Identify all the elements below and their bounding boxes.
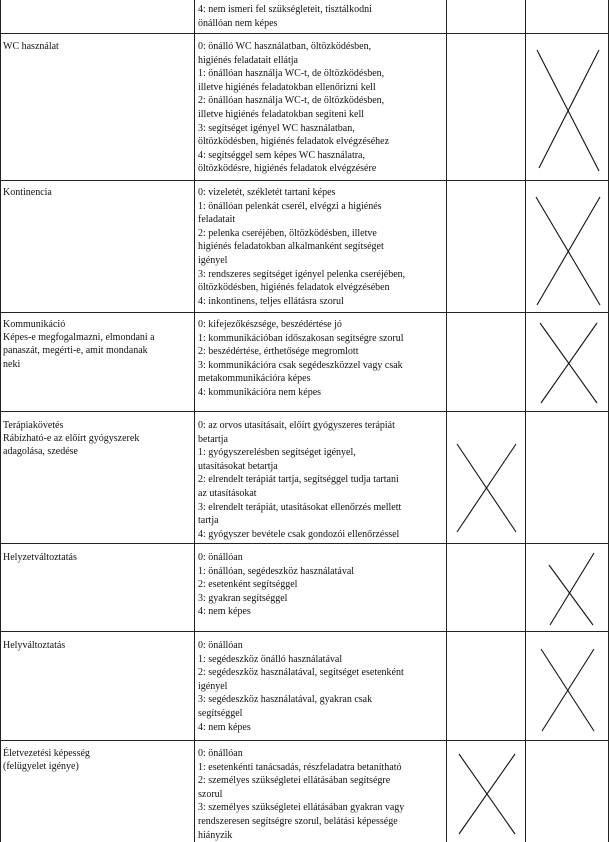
option-line: 4: nem képes bbox=[198, 606, 251, 618]
options-terapiakovetes bbox=[198, 419, 401, 541]
option-line: 2: elrendelt terápiát tartja, segítséggel tudja tartani bbox=[198, 474, 399, 486]
option-line: utasításokat betartja bbox=[198, 460, 278, 472]
title-line: panaszát, megérti-e, amit mondanak bbox=[3, 345, 148, 357]
title-line: neki bbox=[3, 358, 21, 370]
row-divider bbox=[0, 631, 609, 632]
option-line: öltözködésben, higiénés feladatok elvégzésében bbox=[198, 282, 390, 294]
option-line: 1: önállóan használja WC-t, de öltözködésben, bbox=[198, 68, 385, 80]
option-line: igényel bbox=[198, 254, 228, 266]
row-divider bbox=[0, 411, 609, 412]
option-line: rendszeresen segítségre szorul, belátási képessége bbox=[198, 815, 398, 827]
options-kontinencia bbox=[198, 186, 405, 308]
option-line: önállóan nem képes bbox=[198, 17, 278, 29]
option-line: tartja bbox=[198, 515, 219, 527]
option-line: higiénés feladatokban alkalmanként segítséget bbox=[198, 241, 384, 253]
option-line: 3: személyes szükségletei ellátásában gyakran vagy bbox=[198, 802, 405, 814]
title-line: Helyzetváltoztatás bbox=[3, 552, 77, 563]
row-title-helyzetvaltoztatas bbox=[3, 551, 77, 564]
option-line: feladatait bbox=[198, 214, 236, 226]
option-line: 3: gyakran segítséggel bbox=[198, 592, 288, 604]
option-line: 4: nem képes bbox=[198, 721, 251, 733]
row-divider bbox=[0, 180, 609, 181]
option-line: 0: önállóan bbox=[198, 640, 243, 651]
option-line: öltözködésre, higiénés feladatok elvégzésére bbox=[198, 163, 377, 175]
cross-mark-kontinencia bbox=[533, 195, 603, 307]
title-line: Rábízható-e az előírt gyógyszerek bbox=[3, 433, 140, 445]
option-line: 4: inkontinens, teljes ellátásra szorul bbox=[198, 295, 344, 307]
top-fragment-options bbox=[198, 3, 372, 30]
option-line: 0: vizeletét, székletét tartani képes bbox=[198, 187, 336, 198]
title-line: adagolása, szedése bbox=[3, 446, 78, 458]
option-line: betartja bbox=[198, 433, 228, 445]
row-title-helyvaltoztatas bbox=[3, 639, 65, 652]
row-divider bbox=[0, 740, 609, 741]
title-line: Életvezetési képesség bbox=[3, 748, 90, 759]
cross-mark-helyzetvaltoztatas bbox=[547, 551, 597, 627]
cross-mark-terapiakovetes bbox=[455, 442, 518, 534]
title-line: WC használat bbox=[3, 41, 59, 52]
option-line: 1: segédeszköz önálló használatával bbox=[198, 653, 343, 665]
title-line: Kontinencia bbox=[3, 187, 52, 198]
row-title-kontinencia bbox=[3, 186, 52, 199]
cross-mark-eletvezetes bbox=[457, 752, 517, 836]
row-title-terapiakovetes bbox=[3, 419, 139, 459]
cross-mark-kommunikacio bbox=[537, 321, 601, 405]
option-line: 0: önálló WC használatban, öltözködésben, bbox=[198, 41, 372, 52]
title-line: Helyváltoztatás bbox=[3, 640, 66, 651]
option-line: 3: segédeszköz használatával, gyakran csak bbox=[198, 694, 373, 706]
option-line: 0: önállóan bbox=[198, 748, 243, 759]
option-line: 2: pelenka cseréjében, öltözködésben, illetve bbox=[198, 227, 377, 239]
option-line: metakommunikációra képes bbox=[198, 373, 311, 385]
table-border-left bbox=[0, 0, 1, 842]
option-line: 3: elrendelt terápiát, utasításokat ellenőrzés mellett bbox=[198, 501, 402, 513]
options-helyvaltoztatas bbox=[198, 639, 404, 734]
option-line: öltözködésben, higiénés feladatok elvégzéséhez bbox=[198, 136, 390, 148]
row-divider bbox=[0, 543, 609, 544]
options-helyzetvaltoztatas bbox=[198, 551, 354, 619]
option-line: 2: beszédértése, érthetősége megromlott bbox=[198, 346, 359, 358]
option-line: 2: segédeszköz használatával, segítséget esetenként bbox=[198, 667, 404, 679]
option-line: szorul bbox=[198, 788, 223, 800]
option-line: 4: nem ismeri fel szükségleteit, tisztálkodni bbox=[198, 4, 372, 15]
options-eletvezetes bbox=[198, 747, 404, 842]
option-line: 0: önállóan bbox=[198, 552, 243, 563]
option-line: 1: önállóan pelenkát cserél, elvégzi a higiénés bbox=[198, 200, 382, 212]
cross-mark-helyvaltoztatas bbox=[539, 647, 596, 733]
option-line: 1: önállóan, segédeszköz használatával bbox=[198, 565, 355, 577]
row-title-kommunikacio bbox=[3, 318, 155, 371]
column-divider-2 bbox=[446, 0, 447, 842]
option-line: 3: segítséget igényel WC használatban, bbox=[198, 122, 355, 134]
option-line: 2: esetenként segítséggel bbox=[198, 579, 298, 591]
option-line: 4: segítséggel sem képes WC használatra, bbox=[198, 149, 365, 161]
option-line: 0: az orvos utasításait, előírt gyógyszeres terápiát bbox=[198, 420, 395, 431]
option-line: 1: gyógyszerelésben segítséget igényel, bbox=[198, 447, 356, 459]
row-title-eletvezetes bbox=[3, 747, 90, 773]
option-line: az utasításokat bbox=[198, 487, 257, 499]
option-line: igényel bbox=[198, 680, 228, 692]
option-line: 3: kommunikációra csak segédeszközzel vagy csak bbox=[198, 359, 403, 371]
option-line: 1: esetenkénti tanácsadás, részfeladatra betanítható bbox=[198, 761, 402, 773]
option-line: illetve higiénés feladatokban segíteni kell bbox=[198, 108, 365, 120]
title-line: Terápiakövetés bbox=[3, 420, 64, 431]
row-divider bbox=[0, 33, 609, 34]
option-line: segítséggel bbox=[198, 707, 243, 719]
cross-mark-wc bbox=[533, 48, 603, 173]
title-line: Képes-e megfogalmazni, elmondani a bbox=[3, 332, 155, 344]
row-divider bbox=[0, 312, 609, 313]
column-divider-3 bbox=[525, 0, 526, 842]
option-line: 3: rendszeres segítséget igényel pelenka cseréjében, bbox=[198, 268, 406, 280]
row-title-wc bbox=[3, 40, 59, 53]
option-line: 4: gyógyszer bevétele csak gondozói ellenőrzéssel bbox=[198, 528, 400, 540]
title-line: Kommunikáció bbox=[3, 319, 66, 330]
options-wc bbox=[198, 40, 389, 176]
option-line: 0: kifejezőkészsége, beszédértése jó bbox=[198, 319, 342, 330]
option-line: illetve higiénés feladatokban ellenőrizni kell bbox=[198, 81, 376, 93]
option-line: 1: kommunikációban időszakosan segítségre szorul bbox=[198, 332, 404, 344]
option-line: hiányzik bbox=[198, 829, 233, 841]
option-line: higiénés feladatait ellátja bbox=[198, 54, 298, 66]
option-line: 4: kommunikációra nem képes bbox=[198, 386, 322, 398]
column-divider-1 bbox=[194, 0, 195, 842]
option-line: 2: önállóan használja WC-t, de öltözködésben, bbox=[198, 95, 385, 107]
title-line: (felügyelet igénye) bbox=[3, 761, 79, 773]
option-line: 2: személyes szükségletei ellátásában segítségre bbox=[198, 775, 391, 787]
options-kommunikacio bbox=[198, 318, 404, 400]
